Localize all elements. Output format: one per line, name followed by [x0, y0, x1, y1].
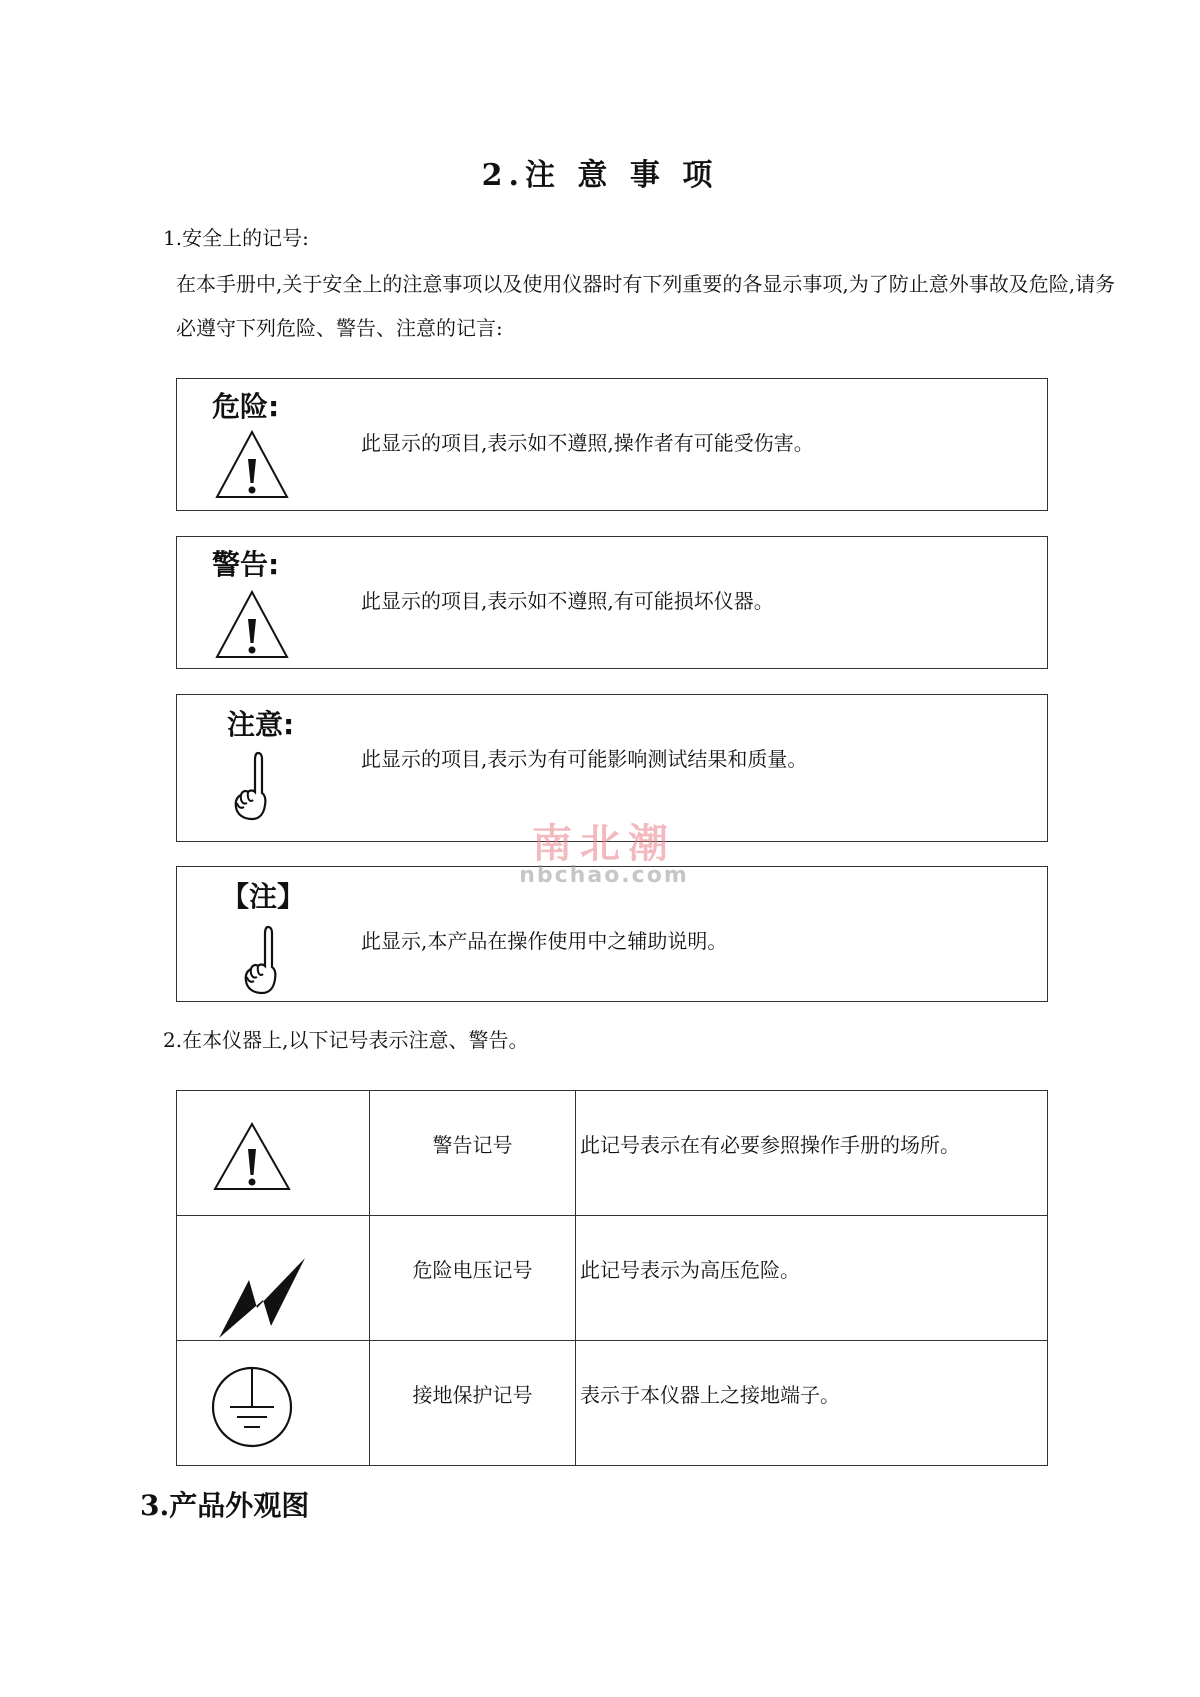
watermark-en: nbchao.com	[519, 863, 689, 888]
symbol-cell	[177, 1341, 370, 1466]
table-row	[177, 1091, 1048, 1216]
symbol-name-cell	[370, 1216, 576, 1341]
warning-description: 此显示的项目,表示如不遵照,有可能损坏仪器。	[361, 589, 774, 613]
warning-triangle-icon	[214, 589, 290, 661]
table-row	[177, 1341, 1048, 1466]
warning-triangle-icon	[212, 1121, 292, 1193]
note-description: 此显示,本产品在操作使用中之辅助说明。	[361, 929, 728, 953]
symbol-description: 表示于本仪器上之接地端子。	[580, 1383, 840, 1407]
section-1-heading: 1.安全上的记号:	[163, 226, 309, 250]
symbol-name-cell	[370, 1341, 576, 1466]
warning-label: 警告:	[212, 548, 280, 581]
symbol-desc-cell	[576, 1091, 1048, 1216]
symbol-name: 接地保护记号	[412, 1383, 533, 1407]
symbols-table	[176, 1090, 1048, 1466]
section-1-paragraph: 在本手册中,关于安全上的注意事项以及使用仪器时有下列重要的各显示事项,为了防止意外事故及危险,请务必遵守下列危险、警告、注意的记言:	[176, 272, 1116, 340]
symbol-name-cell	[370, 1091, 576, 1216]
page-title: 2.注 意 事 项	[481, 158, 719, 193]
section-2-heading: 2.在本仪器上,以下记号表示注意、警告。	[163, 1028, 529, 1052]
high-voltage-icon	[219, 1256, 309, 1340]
pointing-hand-icon	[242, 923, 286, 997]
caution-label: 注意:	[227, 708, 295, 741]
symbol-desc-cell	[576, 1216, 1048, 1341]
pointing-hand-icon	[232, 749, 276, 823]
symbol-name: 危险电压记号	[412, 1258, 533, 1282]
danger-label: 危险:	[212, 390, 280, 423]
warning-box	[176, 536, 1048, 669]
symbol-desc-cell	[576, 1341, 1048, 1466]
ground-icon	[210, 1365, 294, 1449]
section-3-heading: 3.产品外观图	[140, 1489, 310, 1522]
symbol-description: 此记号表示为高压危险。	[580, 1258, 800, 1282]
danger-description: 此显示的项目,表示如不遵照,操作者有可能受伤害。	[361, 431, 814, 455]
watermark	[519, 812, 689, 888]
symbol-cell	[177, 1091, 370, 1216]
symbol-description: 此记号表示在有必要参照操作手册的场所。	[580, 1133, 960, 1157]
caution-description: 此显示的项目,表示为有可能影响测试结果和质量。	[361, 747, 808, 771]
warning-triangle-icon	[214, 429, 290, 501]
note-label: 【注】	[221, 880, 306, 913]
symbol-cell	[177, 1216, 370, 1341]
watermark-cn: 南北潮	[532, 821, 676, 867]
symbol-name: 警告记号	[432, 1133, 513, 1157]
table-row	[177, 1216, 1048, 1341]
danger-box	[176, 378, 1048, 511]
